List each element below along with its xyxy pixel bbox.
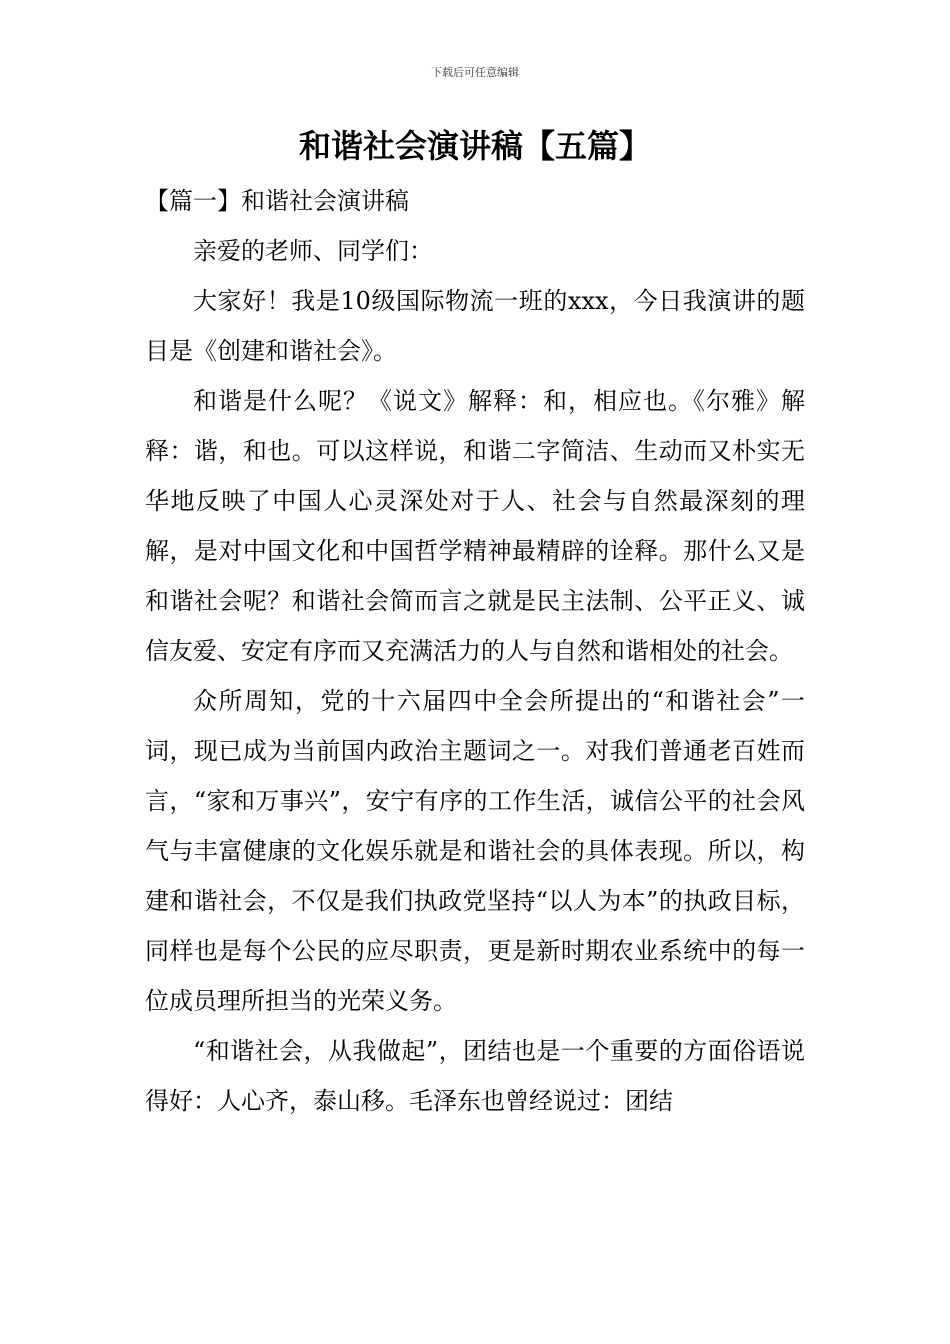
section-heading: 【篇一】和谐社会演讲稿 xyxy=(145,187,409,215)
document-title: 和谐社会演讲稿【五篇】 xyxy=(298,127,651,165)
paragraph-greeting: 大家好！我是10级国际物流一班的xxx，今日我演讲的题目是《创建和谐社会》。 xyxy=(145,287,805,365)
paragraph-definition: 和谐是什么呢？《说文》解释：和，相应也。《尔雅》解释：谐，和也。可以这样说，和谐二字简洁、生动而又朴实无华地反映了中国人心灵深处对于人、社会与自然最深刻的理解，是对中国文化和中国哲学精神最精辟的诠释。那什么又是和谐社会呢？和谐社会简而言之就是民主法制、公平正义、诚信友爱、安定有序而又充满活力的人与自然和谐相处的社会。 xyxy=(145,387,805,665)
page-header-note: 下载后可任意编辑 xyxy=(431,66,519,79)
salutation: 亲爱的老师、同学们： xyxy=(193,237,433,265)
paragraph-context: 众所周知，党的十六届四中全会所提出的“和谐社会”一词，现已成为当前国内政治主题词之一。对我们普通老百姓而言，“家和万事兴”，安宁有序的工作生活，诚信公平的社会风气与丰富健康的文化娱乐就是和谐社会的具体表现。所以，构建和谐社会，不仅是我们执政党坚持“以人为本”的执政目标，同样也是每个公民的应尽职责，更是新时期农业系统中的每一位成员理所担当的光荣义务。 xyxy=(145,687,805,1015)
document-body xyxy=(145,176,805,1126)
paragraph-unity: “和谐社会，从我做起”，团结也是一个重要的方面俗语说得好：人心齐，泰山移。毛泽东也曾经说过：团结 xyxy=(145,1037,805,1115)
